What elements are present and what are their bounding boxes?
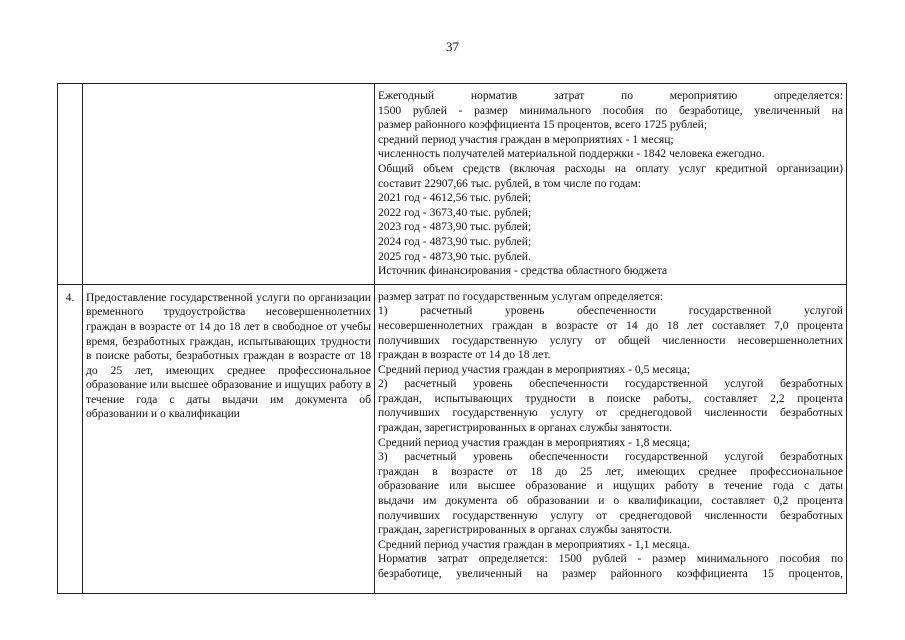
text-line: численность получателей материальной поддержки - 1842 человека ежегодно.	[378, 147, 765, 161]
text-line: граждан, зарегистрированных в органах службы занятости.	[378, 421, 673, 435]
text-line: Средний период участия граждан в мероприятиях - 0,5 месяца;	[378, 362, 691, 376]
row-number-cell	[58, 84, 83, 285]
text-line: граждан в возрасте от 14 до 18 лет.	[378, 348, 551, 362]
text-line: Общий объем средств (включая расходы на оплату услуг кредитной организации)	[378, 161, 843, 175]
document-table	[57, 83, 847, 594]
text-line: 2021 год - 4612,56 тыс. рублей;	[378, 191, 532, 205]
text-line: образование или высшее образование и ищущих работу в течение года с даты	[378, 479, 843, 493]
text-line: Норматив затрат определяется: 1500 рублей - размер минимального пособия по	[378, 552, 843, 566]
table-row	[58, 284, 847, 593]
text-line: граждан, испытывающих трудности в поиске работы, составляет 2,2 процента	[378, 391, 843, 405]
text-line: граждан в возрасте от 18 до 25 лет, имеющих среднее профессиональное	[378, 464, 843, 478]
text-line: 2022 год - 3673,40 тыс. рублей;	[378, 205, 532, 219]
text-line: Средний период участия граждан в мероприятиях - 1,1 месяца.	[378, 537, 690, 551]
text-line: 2023 год - 4873,90 тыс. рублей;	[378, 220, 532, 234]
text-line: граждан, зарегистрированных в органах службы занятости.	[378, 523, 673, 537]
text-line: получивших государственную услугу от среднегодовой численности безработных	[378, 406, 843, 420]
text-line: 2) расчетный уровень обеспеченности государственной услугой безработных	[378, 377, 843, 391]
text-line: несовершеннолетних граждан в возрасте от 14 до 18 лет составляет 7,0 процента	[378, 318, 843, 332]
cost-description-cell	[375, 284, 847, 593]
measure-name-cell: Предоставление государственной услуги по организации временного трудоустройства несовершеннолетних граждан в возрасте от 14 до 18 лет в свободное от учебы время, безработных граждан, испытывающих трудности в поиске работы, безработных граждан в возрасте от 18 до 25 лет, имеющих среднее профессиональное образование или высшее образование и ищущих работу в течение года с даты выдачи им документа об образовании и о квалификации	[83, 284, 375, 593]
text-line: выдачи им документа об образовании и о квалификации, составляет 0,2 процента	[378, 494, 843, 508]
text-line: безработице, увеличенный на размер районного коэффициента 15 процентов,	[378, 567, 843, 580]
text-line: получивших государственную услугу от общей численности несовершеннолетних	[378, 333, 843, 347]
text-line: составит 22907,66 тыс. рублей, в том числе по годам:	[378, 176, 641, 190]
text-line: 2025 год - 4873,90 тыс. рублей.	[378, 249, 531, 263]
text-line: получивших государственную услугу от среднегодовой численности безработных	[378, 508, 843, 522]
text-line: Источник финансирования - средства областного бюджета	[378, 264, 668, 278]
text-line: Средний период участия граждан в мероприятиях - 1,8 месяца;	[378, 435, 691, 449]
text-line: средний период участия граждан в мероприятиях - 1 месяц;	[378, 132, 674, 146]
text-line: размер затрат по государственным услугам определяется:	[378, 289, 663, 303]
text-line: 3) расчетный уровень обеспеченности государственной услугой безработных	[378, 450, 843, 464]
text-line: 2024 год - 4873,90 тыс. рублей;	[378, 234, 532, 248]
cost-description-cell	[375, 84, 847, 285]
measure-name-cell	[83, 84, 375, 285]
text-line: 1) расчетный уровень обеспеченности государственной услугой	[378, 304, 843, 318]
text-line: 1500 рублей - размер минимального пособия по безработице, увеличенный на	[378, 103, 843, 117]
text-line: Ежегодный норматив затрат по мероприятию определяется:	[378, 89, 843, 102]
page-number: 37	[446, 39, 459, 54]
table-row	[58, 84, 847, 285]
row-number-cell: 4.	[58, 284, 83, 593]
text-line: размер районного коэффициента 15 процентов, всего 1725 рублей;	[378, 118, 708, 132]
